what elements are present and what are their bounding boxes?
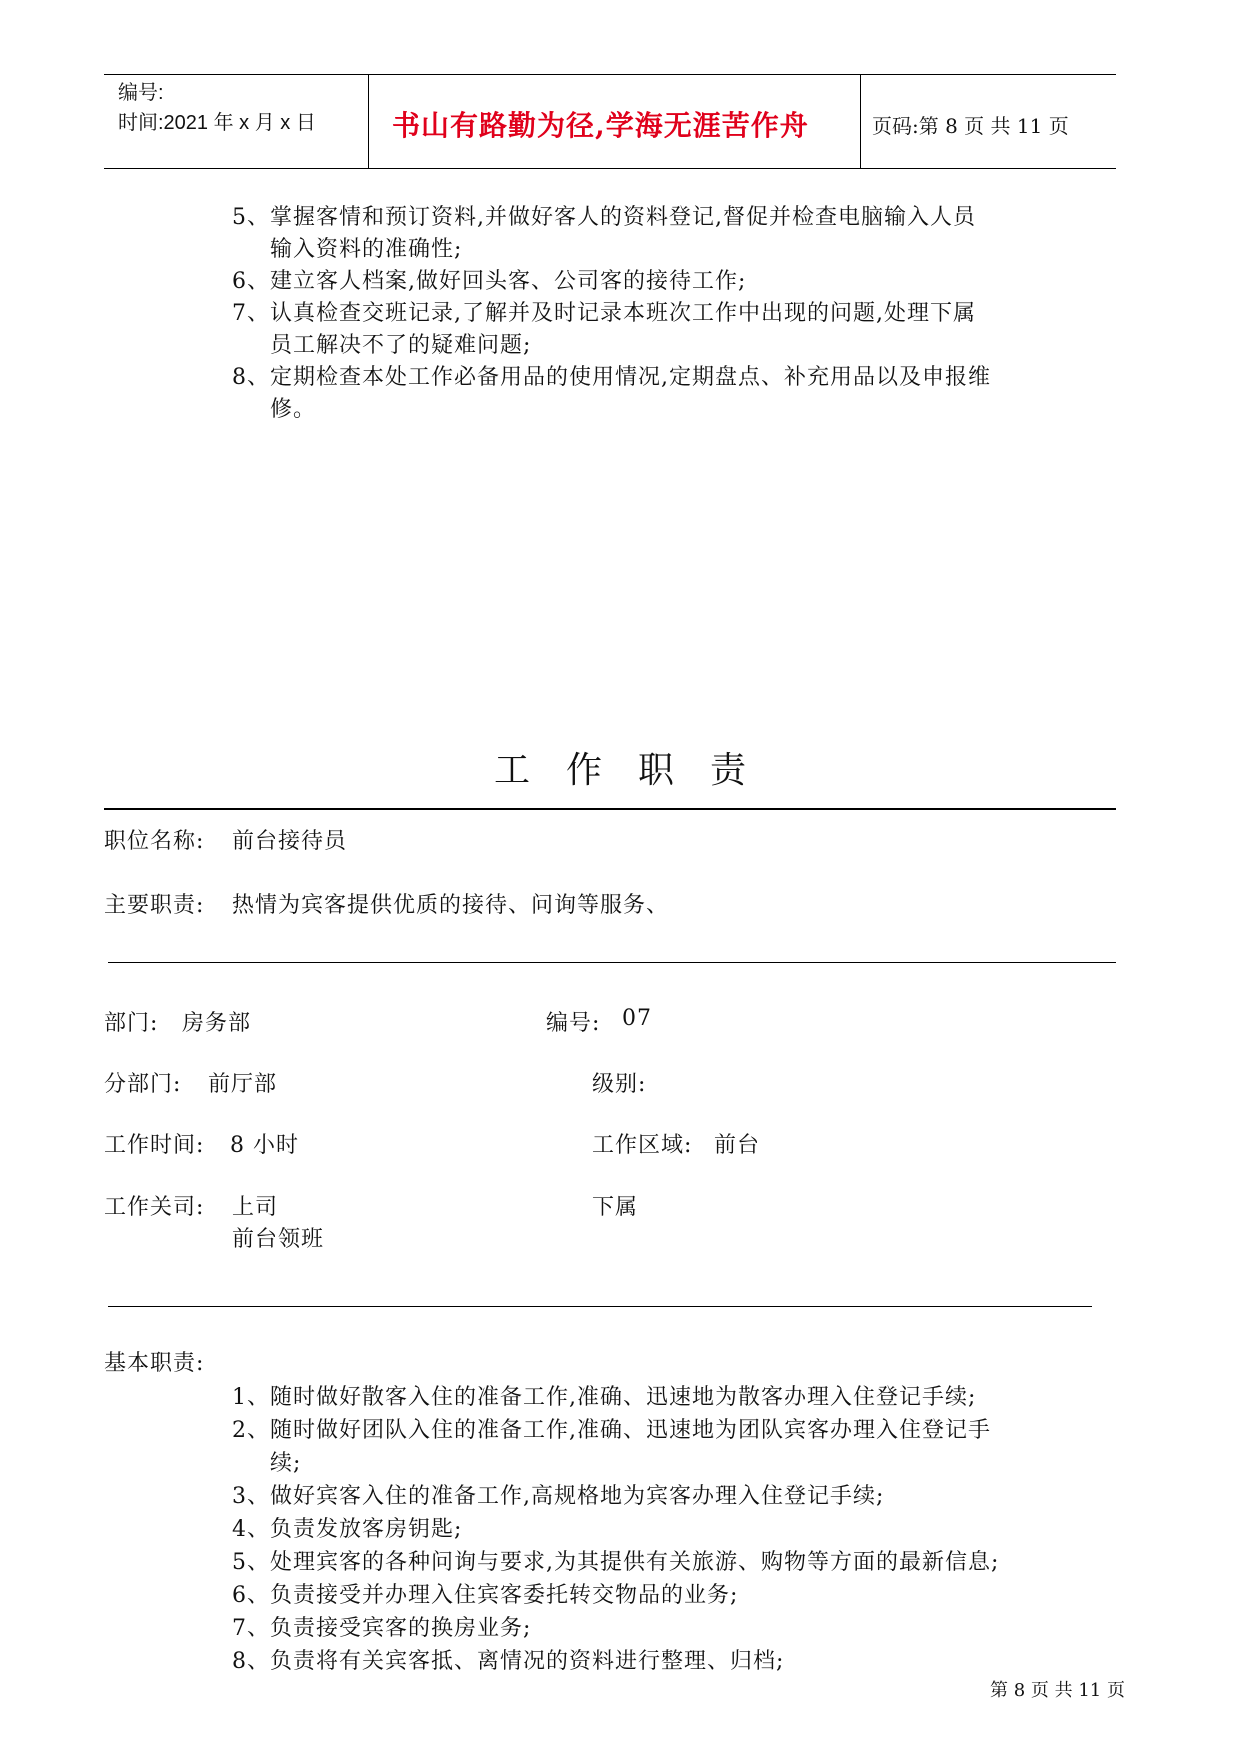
header-top-border xyxy=(104,74,1116,75)
list-item: 7、负责接受宾客的换房业务; xyxy=(232,1616,532,1641)
list-item-cont: 输入资料的准确性; xyxy=(270,237,463,262)
position-label: 职位名称: xyxy=(104,829,205,854)
list-item: 5、掌握客情和预订资料,并做好客人的资料登记,督促并检查电脑输入人员 xyxy=(232,205,976,230)
subdept-label: 分部门: xyxy=(104,1072,182,1097)
list-item: 8、负责将有关宾客抵、离情况的资料进行整理、归档; xyxy=(232,1649,785,1674)
list-item: 5、处理宾客的各种问询与要求,为其提供有关旅游、购物等方面的最新信息; xyxy=(232,1550,1000,1575)
relation-label: 工作关司: xyxy=(104,1195,205,1220)
page-footer: 第 8 页 共 11 页 xyxy=(990,1680,1125,1701)
list-item: 3、做好宾客入住的准备工作,高规格地为宾客办理入住登记手续; xyxy=(232,1484,885,1509)
list-item: 6、负责接受并办理入住宾客委托转交物品的业务; xyxy=(232,1583,739,1608)
list-item-cont: 修。 xyxy=(270,397,317,422)
list-item: 6、建立客人档案,做好回头客、公司客的接待工作; xyxy=(232,269,747,294)
header-page-info: 页码:第 8 页 共 11 页 xyxy=(872,114,1069,138)
main-duty-value: 热情为宾客提供优质的接待、问询等服务、 xyxy=(232,893,670,918)
divider-1 xyxy=(108,962,1116,963)
header-divider-left xyxy=(368,74,369,169)
list-item: 8、定期检查本处工作必备用品的使用情况,定期盘点、补充用品以及申报维 xyxy=(232,365,991,390)
area-value: 前台 xyxy=(714,1133,761,1158)
worktime-label: 工作时间: xyxy=(104,1133,205,1158)
list-item: 2、随时做好团队入住的准备工作,准确、迅速地为团队宾客办理入住登记手 xyxy=(232,1418,991,1443)
list-item-cont: 续; xyxy=(270,1451,302,1476)
list-item-cont: 员工解决不了的疑难问题; xyxy=(270,333,532,358)
header-number-label: 编号: xyxy=(118,82,164,104)
level-label: 级别: xyxy=(592,1072,647,1097)
list-item: 1、随时做好散客入住的准备工作,准确、迅速地为散客办理入住登记手续; xyxy=(232,1385,977,1410)
header-time-label: 时间:2021 年 x 月 x 日 xyxy=(118,112,316,134)
title-rule xyxy=(104,808,1116,810)
header-bottom-border xyxy=(104,168,1116,169)
subdept-value: 前厅部 xyxy=(208,1072,278,1097)
section-title: 工作职责 xyxy=(494,750,783,791)
list-item: 4、负责发放客房钥匙; xyxy=(232,1517,463,1542)
main-duty-label: 主要职责: xyxy=(104,893,205,918)
subordinate-label: 下属 xyxy=(592,1195,639,1220)
area-label: 工作区域: xyxy=(592,1133,693,1158)
number-value: 07 xyxy=(622,1006,652,1031)
position-value: 前台接待员 xyxy=(232,829,348,854)
header-divider-right xyxy=(860,74,861,169)
header-motto: 书山有路勤为径,学海无涯苦作舟 xyxy=(392,109,809,142)
basic-duties-label: 基本职责: xyxy=(104,1351,205,1376)
list-item: 7、认真检查交班记录,了解并及时记录本班次工作中出现的问题,处理下属 xyxy=(232,301,976,326)
number-label: 编号: xyxy=(546,1011,601,1036)
superior-label: 上司 xyxy=(232,1195,279,1220)
divider-2 xyxy=(108,1306,1092,1307)
dept-value: 房务部 xyxy=(182,1011,252,1036)
worktime-value: 8 小时 xyxy=(230,1133,299,1158)
dept-label: 部门: xyxy=(104,1011,159,1036)
superior-value: 前台领班 xyxy=(232,1227,325,1252)
